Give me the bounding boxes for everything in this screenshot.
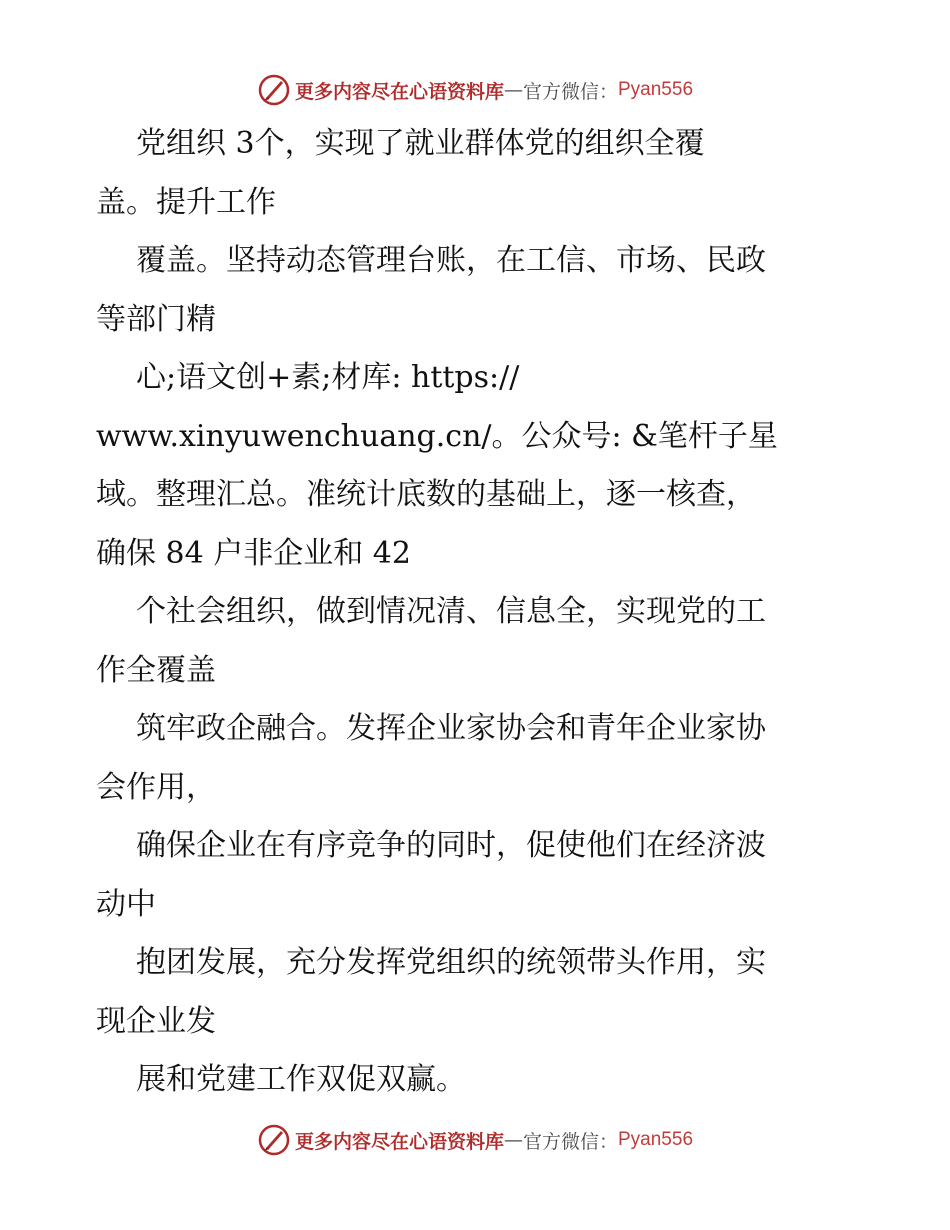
banner-sub-text: 官方微信： [522,1130,618,1153]
text-line: 盖。提升工作 [96,184,276,220]
text-line: www.xinyuwenchuang.cn/。公众号: &笔杆子星 [96,418,778,454]
banner-wechat-id: Pyan556 [618,1129,694,1150]
banner-separator: — [503,1129,523,1151]
text-line: 展和党建工作双促双赢。 [136,1062,466,1097]
text-line: 域。整理汇总。准统计底数的基础上，逐一核查， [96,477,756,512]
banner-main-text: 更多内容尽在心语资料库 [294,80,504,103]
text-line: 抱团发展，充分发挥党组织的统领带头作用，实 [136,945,766,980]
footer-banner [0,1120,950,1160]
text-line: 会作用， [96,769,216,805]
header-banner [0,70,950,110]
text-line: 等部门精 [96,301,216,337]
document-body [96,115,856,1110]
banner-wechat-id: Pyan556 [618,79,694,100]
text-line: 动中 [96,886,156,922]
quill-pen-icon [257,73,291,107]
text-line: 现企业发 [96,1003,216,1039]
banner-separator: — [503,79,523,101]
quill-pen-icon [257,1123,291,1157]
text-line: 心;语文创+素;材库: https:// [136,360,520,395]
banner-sub-text: 官方微信： [522,80,618,103]
text-line: 个社会组织，做到情况清、信息全，实现党的工 [136,594,766,629]
text-line: 覆盖。坚持动态管理台账，在工信、市场、民政 [136,243,766,278]
text-line: 确保 84 户非企业和 42 [96,535,411,571]
text-line: 筑牢政企融合。发挥企业家协会和青年企业家协 [136,711,766,746]
text-line: 确保企业在有序竞争的同时，促使他们在经济波 [136,828,766,863]
text-line: 党组织 3个，实现了就业群体党的组织全覆 [136,126,705,161]
text-line: 作全覆盖 [96,652,216,688]
banner-main-text: 更多内容尽在心语资料库 [294,1130,504,1153]
